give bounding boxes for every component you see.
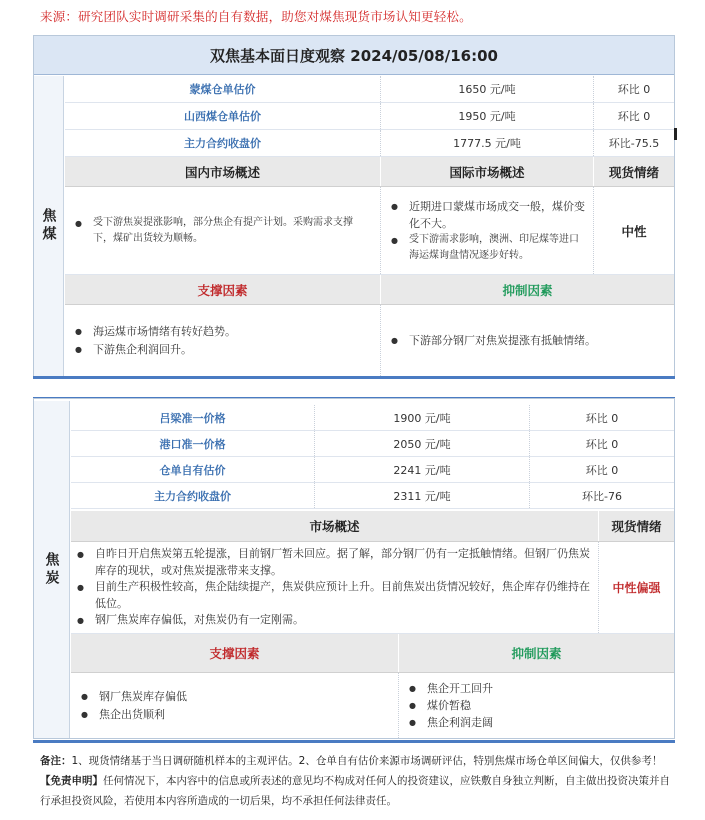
coking-coal-side-text: 焦煤 — [40, 208, 57, 244]
price-label: 蒙煤仓单估价 — [65, 76, 381, 102]
section-divider — [33, 740, 675, 743]
sentiment-value: 中性偏强 — [612, 581, 661, 595]
disclaimer — [40, 772, 670, 812]
remark-label: 备注： — [40, 755, 72, 767]
remark — [40, 752, 670, 772]
list-item: ● 焦企利润走阔 — [407, 714, 493, 731]
factors-header — [71, 634, 674, 673]
support-factors-heading: 支撑因素 — [71, 634, 399, 672]
price-change: 环比 0 — [585, 463, 619, 477]
coke-side-label — [34, 401, 70, 738]
international-overview — [381, 187, 594, 274]
sentiment-value: 中性 — [621, 223, 647, 239]
disclaimer-label: 【免责申明】 — [40, 774, 103, 787]
coke-side-text: 焦炭 — [43, 551, 60, 588]
list-item: ● 近期进口蒙煤市场成交一般，煤价变化不大。 — [389, 198, 585, 232]
domestic-overview — [65, 187, 381, 274]
factors-header — [65, 275, 674, 305]
price-change: 环比 0 — [585, 437, 619, 451]
coke-section — [33, 398, 675, 739]
sentiment-heading: 现货情绪 — [608, 164, 659, 180]
list-item: ● 焦企开工回升 — [407, 680, 493, 697]
price-change: 环比 0 — [617, 110, 651, 123]
price-change: 环比-75.5 — [608, 137, 660, 150]
list-item: ● 下游部分钢厂对焦炭提涨有抵触情绪。 — [389, 332, 596, 349]
list-item: ● 海运煤市场情绪有转好趋势。 — [73, 323, 236, 340]
sentiment-cell — [599, 542, 674, 633]
price-change: 环比 0 — [585, 411, 619, 425]
restrain-factors-heading: 抑制因素 — [511, 646, 562, 661]
market-overview-heading: 市场概述 — [71, 511, 599, 541]
price-value: 2050 元/吨 — [315, 431, 530, 456]
price-change: 环比 0 — [617, 83, 651, 96]
market-overview — [71, 542, 599, 633]
price-value: 1900 元/吨 — [315, 405, 530, 430]
price-label: 主力合约收盘价 — [65, 130, 381, 156]
coking-coal-side-label — [34, 76, 64, 376]
restrain-factors — [381, 305, 674, 376]
sentiment-cell — [594, 187, 674, 274]
support-factors — [71, 673, 399, 738]
price-row — [71, 483, 674, 509]
list-item: ● 受下游焦炭提涨影响，部分焦企有提产计划。采购需求支撑下，煤矿出货较为顺畅。 — [73, 215, 372, 246]
page-title: 双焦基本面日度观察 2024/05/08/16:00 — [34, 36, 674, 75]
list-item: ● 钢厂焦炭库存偏低，对焦炭仍有一定刚需。 — [75, 612, 594, 629]
price-row — [65, 103, 674, 130]
price-label: 主力合约收盘价 — [71, 483, 315, 508]
price-change: 环比-76 — [582, 489, 622, 503]
list-item: ● 钢厂焦炭库存偏低 — [79, 688, 187, 705]
factors-body — [71, 673, 674, 738]
price-value: 1650 元/吨 — [381, 76, 594, 102]
list-item: ● 焦企出货顺利 — [79, 706, 187, 723]
sentiment-heading: 现货情绪 — [611, 519, 662, 534]
restrain-factors-heading: 抑制因素 — [502, 282, 553, 298]
overview-header — [65, 157, 674, 187]
disclaimer-text: 任何情况下，本内容中的信息或所表述的意见均不构成对任何人的投资建议，应铁敷自身独立判断，自主做出投资决策并自行承担投资风险，若使用本内容所造成的一切后果，均不承担任何法律责任。 — [40, 774, 670, 807]
support-factors-heading: 支撑因素 — [65, 275, 381, 304]
price-value: 2241 元/吨 — [315, 457, 530, 482]
domestic-overview-heading: 国内市场概述 — [65, 157, 381, 186]
list-item: ● 受下游需求影响，澳洲、印尼煤等进口海运煤询盘情况逐步好转。 — [389, 232, 585, 263]
list-item: ● 目前生产积极性较高，焦企陆续提产，焦炭供应预计上升。目前焦炭出货情况较好，焦企库存仍维持在低位。 — [75, 579, 594, 612]
factors-body — [65, 305, 674, 376]
overview-header — [71, 511, 674, 542]
price-label: 吕梁准一价格 — [71, 405, 315, 430]
footnote — [40, 752, 670, 812]
price-row — [71, 405, 674, 431]
price-value: 2311 元/吨 — [315, 483, 530, 508]
price-label: 仓单自有估价 — [71, 457, 315, 482]
price-row — [71, 457, 674, 483]
price-value: 1950 元/吨 — [381, 103, 594, 129]
international-overview-heading: 国际市场概述 — [381, 157, 594, 186]
list-item: ● 煤价暂稳 — [407, 697, 493, 714]
coking-coal-section — [33, 35, 675, 377]
cursor-marker — [674, 128, 677, 140]
price-label: 山西煤仓单估价 — [65, 103, 381, 129]
overview-body — [71, 542, 674, 634]
price-value: 1777.5 元/吨 — [381, 130, 594, 156]
price-row — [65, 130, 674, 157]
remark-text: 1、现货情绪基于当日调研随机样本的主观评估。2、仓单自有估价来源市场调研评估，特别焦煤市场仓单区间偏大，仅供参考！ — [71, 755, 663, 767]
source-line: 来源：研究团队实时调研采集的自有数据，助您对煤焦现货市场认知更轻松。 — [40, 9, 472, 24]
price-label: 港口准一价格 — [71, 431, 315, 456]
support-factors — [65, 305, 381, 376]
overview-body — [65, 187, 674, 275]
list-item: ● 下游焦企利润回升。 — [73, 341, 236, 358]
section-divider — [33, 376, 675, 379]
list-item: ● 自昨日开启焦炭第五轮提涨，目前钢厂暂未回应。据了解，部分钢厂仍有一定抵触情绪。但钢厂仍焦炭库存的现状，或对焦炭提涨带来支撑。 — [75, 546, 594, 579]
restrain-factors — [399, 673, 674, 738]
price-row — [71, 431, 674, 457]
price-row — [65, 76, 674, 103]
